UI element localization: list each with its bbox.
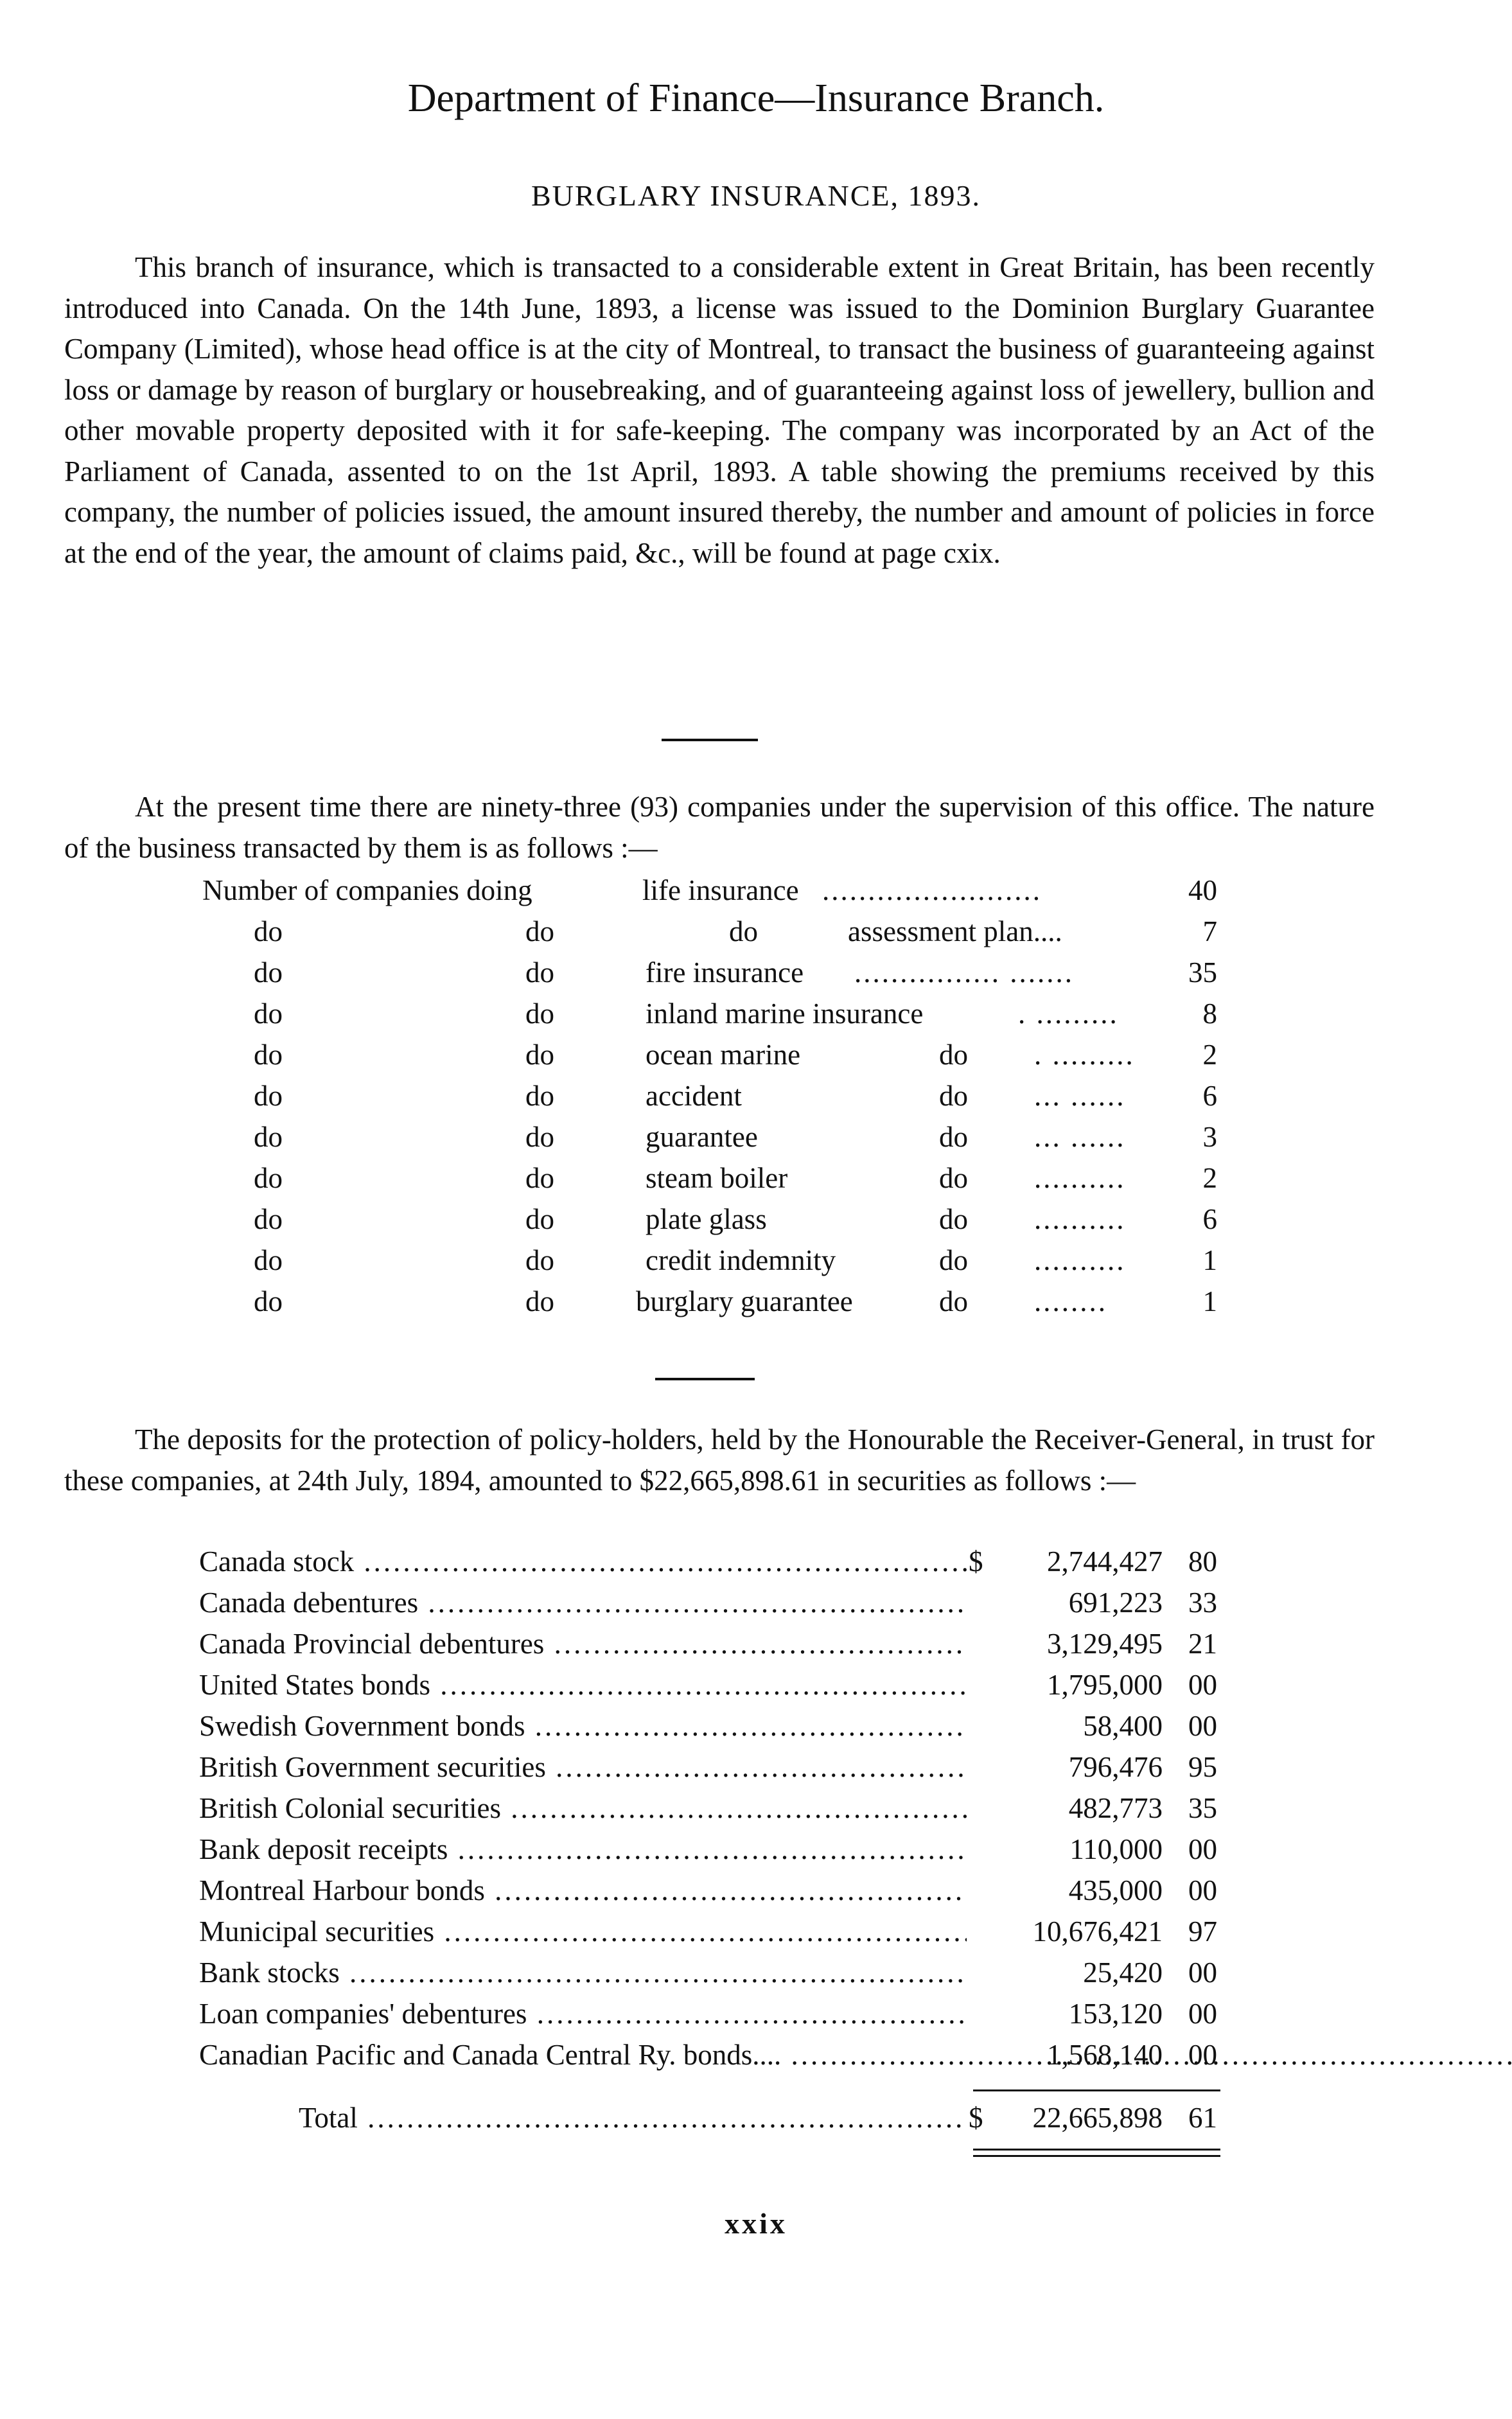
ditto-mark: do — [729, 915, 758, 947]
security-label: Bank deposit receipts ..... — [199, 1833, 967, 1866]
table-row — [0, 874, 1512, 915]
business-type: plate glass — [646, 1203, 767, 1235]
security-label: Montreal Harbour bonds ..... — [199, 1874, 967, 1907]
company-count: 35 — [1188, 956, 1217, 989]
table-row — [0, 1709, 1512, 1750]
amount-cents: 00 — [1188, 1669, 1217, 1701]
amount-dollars: 2,744,427 — [1047, 1545, 1163, 1578]
business-type: ocean marine — [646, 1039, 801, 1071]
amount-cents: 00 — [1188, 1998, 1217, 2030]
table-row — [0, 1791, 1512, 1833]
leader-dots: ................ ....... — [854, 956, 1074, 989]
section-divider — [655, 1378, 755, 1380]
leader-dots: ........................ — [822, 874, 1042, 906]
company-count: 6 — [1202, 1080, 1217, 1112]
sum-rule — [973, 2089, 1220, 2091]
ditto-mark: do — [525, 915, 554, 947]
total-row — [0, 2101, 1512, 2142]
amount-cents: 00 — [1188, 1710, 1217, 1742]
table-row — [0, 1627, 1512, 1668]
amount-cents: 33 — [1188, 1587, 1217, 1619]
leader-dots: .......... — [1034, 1244, 1126, 1276]
paragraph-deposits-intro: The deposits for the protection of policy-holders, held by the Honourable the Receiver-General, in trust for these companies, at 24th July, 1894, amounted to $22,665,898.61 in securities as follows :— — [64, 1423, 1375, 1497]
amount-cents: 00 — [1188, 1874, 1217, 1906]
ditto-mark: do — [525, 1080, 554, 1112]
table-row — [0, 997, 1512, 1038]
business-type: fire insurance — [646, 956, 804, 989]
amount-dollars: 153,120 — [1068, 1998, 1163, 2030]
total-dollars: 22,665,898 — [1032, 2102, 1163, 2134]
amount-cents: 35 — [1188, 1792, 1217, 1824]
amount-dollars: 58,400 — [1083, 1710, 1163, 1742]
table-row — [0, 1956, 1512, 1997]
ditto-mark: do — [939, 1203, 968, 1235]
security-label: Canadian Pacific and Canada Central Ry. bonds.... ..... — [199, 2038, 967, 2072]
security-label: Canada stock ..... — [199, 1545, 967, 1578]
currency-sign: $ — [969, 1545, 983, 1578]
company-count: 40 — [1188, 874, 1217, 906]
ditto-mark: do — [254, 1162, 283, 1194]
ditto-mark: do — [254, 1121, 283, 1153]
amount-cents: 00 — [1188, 2039, 1217, 2071]
section-divider — [662, 739, 758, 741]
ditto-mark: do — [254, 915, 283, 947]
amount-dollars: 110,000 — [1069, 1833, 1163, 1865]
amount-dollars: 1,795,000 — [1047, 1669, 1163, 1701]
business-type: assessment plan.... — [848, 915, 1062, 947]
leader-dots: ... ...... — [1034, 1080, 1126, 1112]
ditto-mark: do — [939, 1039, 968, 1071]
company-count: 2 — [1202, 1162, 1217, 1194]
amount-cents: 00 — [1188, 1957, 1217, 1989]
table-row — [0, 1038, 1512, 1079]
leader-dots: ... ...... — [1034, 1121, 1126, 1153]
ditto-mark: do — [254, 956, 283, 989]
ditto-mark: do — [939, 1080, 968, 1112]
ditto-mark: do — [525, 1039, 554, 1071]
amount-cents: 95 — [1188, 1751, 1217, 1783]
business-type: guarantee — [646, 1121, 758, 1153]
total-label: Total ..... — [299, 2101, 967, 2134]
table-row — [0, 1202, 1512, 1244]
leader-dots: .......... — [1034, 1162, 1126, 1194]
table-row — [0, 1586, 1512, 1627]
table-row — [0, 1833, 1512, 1874]
table-row — [0, 1285, 1512, 1326]
ditto-mark: do — [254, 998, 283, 1030]
total-cents: 61 — [1188, 2102, 1217, 2134]
ditto-mark: do — [525, 998, 554, 1030]
page-title: Department of Finance—Insurance Branch. — [407, 76, 1105, 120]
company-count: 7 — [1202, 915, 1217, 947]
company-count: 2 — [1202, 1039, 1217, 1071]
ditto-mark: do — [939, 1162, 968, 1194]
security-label: British Government securities ..... — [199, 1750, 967, 1784]
ditto-mark: do — [525, 1244, 554, 1276]
table-row — [0, 956, 1512, 997]
security-label: Canada Provincial debentures ..... — [199, 1627, 967, 1660]
ditto-mark: do — [525, 1285, 554, 1317]
business-type: burglary guarantee — [636, 1285, 853, 1317]
table-row — [0, 1079, 1512, 1120]
security-label: United States bonds ..... — [199, 1668, 967, 1702]
table-row — [0, 1997, 1512, 2038]
table-row — [0, 1244, 1512, 1285]
security-label: British Colonial securities ..... — [199, 1791, 967, 1825]
ditto-mark: do — [525, 1121, 554, 1153]
double-rule-top — [973, 2149, 1220, 2151]
leader-dots: .......... — [1034, 1203, 1126, 1235]
table-row — [0, 1161, 1512, 1202]
amount-cents: 21 — [1188, 1628, 1217, 1660]
company-count: 6 — [1202, 1203, 1217, 1235]
ditto-mark: do — [939, 1121, 968, 1153]
double-rule-bottom — [973, 2155, 1220, 2157]
table-row — [0, 1915, 1512, 1956]
leader-dots: . ......... — [1034, 1039, 1135, 1071]
amount-cents: 80 — [1188, 1545, 1217, 1578]
leader-dots: . ......... — [1018, 998, 1119, 1030]
table-row — [0, 1545, 1512, 1586]
business-type: inland marine insurance — [646, 998, 924, 1030]
page-number: xxix — [725, 2207, 787, 2240]
security-label: Canada debentures ..... — [199, 1586, 967, 1619]
business-type: credit indemnity — [646, 1244, 836, 1276]
security-label: Swedish Government bonds ..... — [199, 1709, 967, 1743]
table-row — [0, 915, 1512, 956]
table-row — [0, 1750, 1512, 1791]
ditto-mark: do — [525, 1203, 554, 1235]
ditto-mark: do — [254, 1080, 283, 1112]
currency-sign: $ — [969, 2102, 983, 2134]
business-type: accident — [646, 1080, 742, 1112]
amount-dollars: 1,568,140 — [1047, 2039, 1163, 2071]
amount-dollars: 796,476 — [1068, 1751, 1163, 1783]
table-row — [0, 1874, 1512, 1915]
paragraph-burglary-intro: This branch of insurance, which is transacted to a considerable extent in Great Britain, has been recently introduced into Canada. On the 14th June, 1893, a license was issued to the Dominion Burglary Guarantee Company (Limited), whose head office is at the city of Montreal, to transact the business of guaranteeing against loss or damage by reason of burglary or housebreaking, and of guaranteeing against loss of jewellery, bullion and other movable property deposited with it for safe-keeping. The company was incorporated by an Act of the Parliament of Canada, assented to on the 1st April, 1893. A table showing the premiums received by this company, the number of policies issued, the amount insured thereby, the number and amount of policies in force at the end of the year, the amount of claims paid, &c., will be found at page cxix. — [64, 251, 1375, 569]
company-count: 3 — [1202, 1121, 1217, 1153]
ditto-mark: do — [254, 1203, 283, 1235]
amount-cents: 00 — [1188, 1833, 1217, 1865]
ditto-mark: do — [254, 1244, 283, 1276]
company-count: 1 — [1202, 1244, 1217, 1276]
table-row — [0, 1668, 1512, 1709]
amount-dollars: 25,420 — [1083, 1957, 1163, 1989]
section-title: BURGLARY INSURANCE, 1893. — [531, 179, 981, 212]
company-count: 8 — [1202, 998, 1217, 1030]
paragraph-companies-intro: At the present time there are ninety-three (93) companies under the supervision of this office. The nature of the business transacted by them is as follows :— — [64, 791, 1375, 864]
amount-dollars: 3,129,495 — [1047, 1628, 1163, 1660]
ditto-mark: do — [525, 1162, 554, 1194]
business-type: steam boiler — [646, 1162, 788, 1194]
company-count: 1 — [1202, 1285, 1217, 1317]
security-label: Loan companies' debentures ..... — [199, 1997, 967, 2030]
ditto-mark: do — [254, 1039, 283, 1071]
amount-dollars: 10,676,421 — [1032, 1915, 1163, 1948]
row-label: Number of companies doing — [202, 874, 532, 906]
security-label: Bank stocks ..... — [199, 1956, 967, 1989]
table-row — [0, 2038, 1512, 2079]
security-label: Municipal securities ..... — [199, 1915, 967, 1948]
amount-dollars: 435,000 — [1068, 1874, 1163, 1906]
ditto-mark: do — [525, 956, 554, 989]
leader-dots: ........ — [1034, 1285, 1107, 1317]
amount-cents: 97 — [1188, 1915, 1217, 1948]
ditto-mark: do — [254, 1285, 283, 1317]
ditto-mark: do — [939, 1285, 968, 1317]
amount-dollars: 482,773 — [1068, 1792, 1163, 1824]
amount-dollars: 691,223 — [1068, 1587, 1163, 1619]
business-type: life insurance — [642, 874, 799, 906]
ditto-mark: do — [939, 1244, 968, 1276]
table-row — [0, 1120, 1512, 1161]
